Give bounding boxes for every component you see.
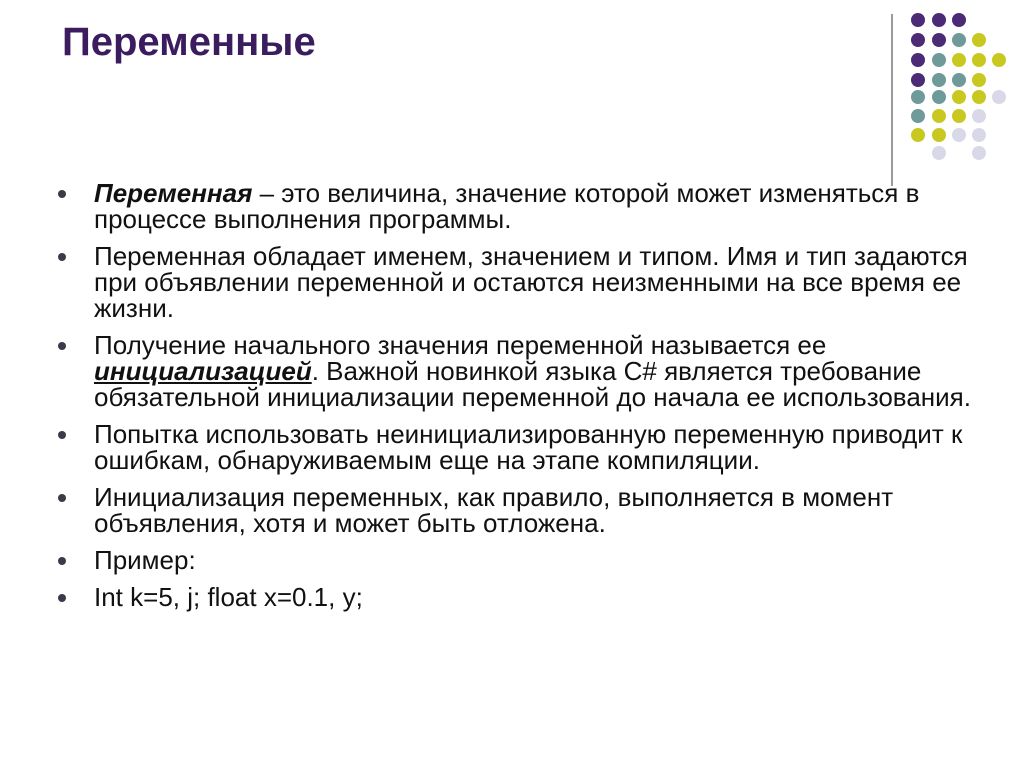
bullet-marker — [58, 342, 66, 350]
decor-dot — [932, 73, 946, 87]
decor-dot — [911, 73, 925, 87]
decor-dot — [911, 128, 925, 142]
term-initialization: инициализацией — [94, 356, 312, 386]
bullet-uninitialized-error — [56, 421, 976, 473]
bullet-text-after: . Важной новинкой языка C# является требование обязательной инициализации переменной до начала ее использования. — [94, 356, 971, 412]
decor-dot — [952, 73, 966, 87]
bullet-definition — [56, 180, 976, 232]
decor-dot — [932, 33, 946, 47]
bullet-text-before: Получение начального значения переменной называется ее — [94, 330, 827, 360]
decor-dot — [992, 90, 1006, 104]
bullet-initialization — [56, 332, 976, 410]
decor-dot — [932, 146, 946, 160]
decor-dot — [972, 73, 986, 87]
decor-dot — [911, 33, 925, 47]
bullet-marker — [58, 431, 66, 439]
bullet-marker — [58, 253, 66, 261]
bullet-text: Переменная обладает именем, значением и типом. Имя и тип задаются при объявлении переменной и остаются неизменными на все время ее жизни. — [94, 241, 968, 323]
bullet-text: – это величина, значение которой может изменяться в процессе выполнения программы. — [94, 178, 920, 234]
decor-dot — [972, 109, 986, 123]
bullet-list — [56, 180, 976, 621]
bullet-text: Инициализация переменных, как правило, выполняется в момент объявления, хотя и может быть отложена. — [94, 482, 894, 538]
bullet-text: Int k=5, j; float x=0.1, y; — [94, 582, 363, 612]
decor-dot — [911, 90, 925, 104]
bullet-marker — [58, 190, 66, 198]
decor-dot — [932, 90, 946, 104]
decor-dot — [972, 90, 986, 104]
decor-dot — [952, 109, 966, 123]
bullet-properties — [56, 243, 976, 321]
bullet-marker — [58, 594, 66, 602]
decor-dot — [952, 128, 966, 142]
bullet-text: Попытка использовать неинициализированную переменную приводит к ошибкам, обнаруживаемым еще на этапе компиляции. — [94, 419, 963, 475]
decor-dot — [932, 13, 946, 27]
decor-dot — [911, 53, 925, 67]
decorative-dot-grid — [0, 0, 1024, 200]
decor-dot — [972, 146, 986, 160]
decor-dot — [952, 33, 966, 47]
decor-dot — [972, 33, 986, 47]
bullet-example-code — [56, 584, 976, 610]
decor-dot — [911, 109, 925, 123]
term-variable: Переменная — [94, 178, 253, 208]
decor-dot — [952, 53, 966, 67]
decor-dot — [911, 13, 925, 27]
decor-dot — [932, 128, 946, 142]
bullet-marker — [58, 494, 66, 502]
decor-dot — [992, 53, 1006, 67]
decor-dot — [972, 128, 986, 142]
decor-dot — [972, 53, 986, 67]
bullet-marker — [58, 557, 66, 565]
bullet-example-label — [56, 547, 976, 573]
decor-dot — [952, 90, 966, 104]
bullet-init-timing — [56, 484, 976, 536]
bullet-text: Пример: — [94, 545, 196, 575]
decor-dot — [932, 109, 946, 123]
decor-dot — [932, 53, 946, 67]
decor-dot — [952, 13, 966, 27]
slide-title: Переменные — [62, 20, 316, 64]
